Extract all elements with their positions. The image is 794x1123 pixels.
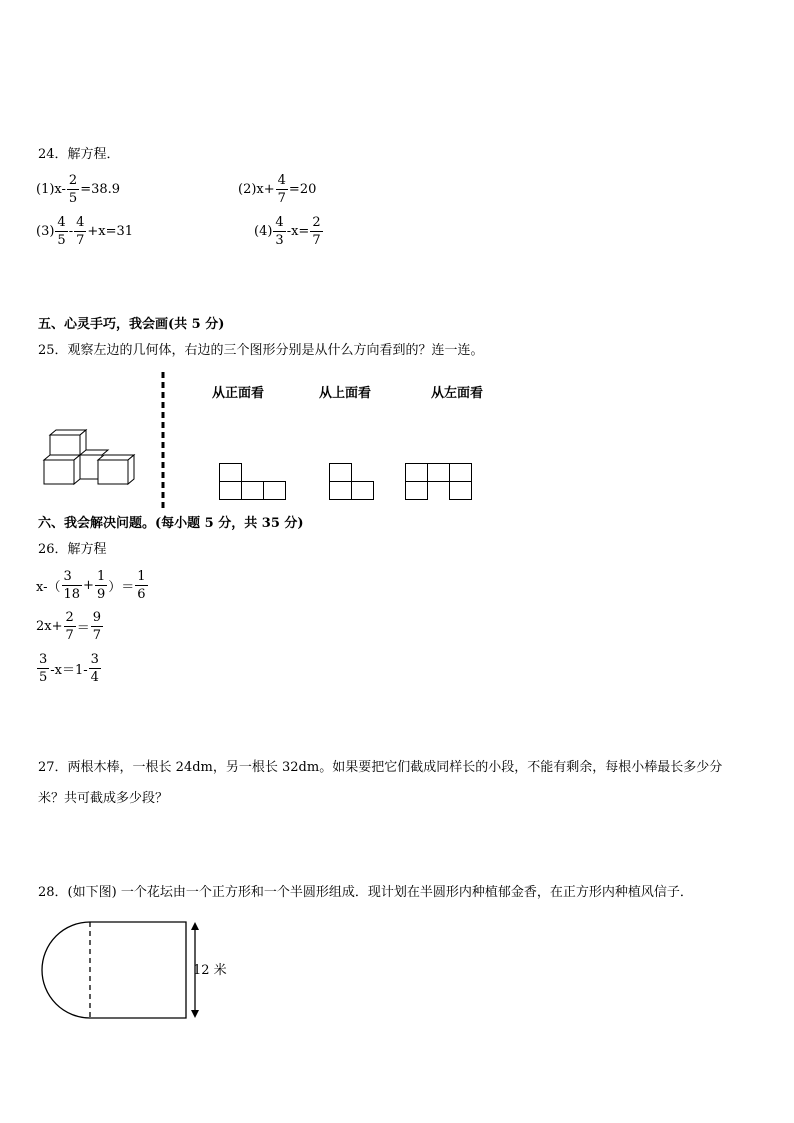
section-5-heading: 五、心灵手巧，我会画(共 5 分) [38,317,225,332]
q27-text-line-2: 米？共可截成多少段？ [38,791,169,806]
q27-text-line-1: 27．两根木棒，一根长 24dm，另一根长 32dm。如果要把它们截成同样长的小段，不能有剩余，每根小棒最长多少分 [38,760,723,775]
q26-equation-3: $\frac{3}{5}$ -x＝1- $\frac{3}{4}$ [39,652,99,685]
q25-text: 25．观察左边的几何体，右边的三个图形分别是从什么方向看到的？连一连。 [38,343,484,358]
q24-title: 24．解方程． [38,147,120,162]
label-top-view: 从上面看 [319,386,372,401]
q24-equation-4: (4) $\frac{4}{3}$ -x= $\frac{2}{7}$ [254,215,321,248]
q26-equation-1: x-（ $\frac{3}{18}$ + $\frac{1}{9}$ ）＝ $\frac{1}{6}$ [36,569,146,602]
view-shape-2 [329,463,379,503]
dimension-label: 12 米 [193,963,227,978]
q24-equation-2: (2)x+ $\frac{4}{7}$ =20 [238,173,317,206]
label-front-view: 从正面看 [212,386,265,401]
view-shape-3 [405,463,477,503]
view-shape-1 [219,463,289,503]
q24-equation-3: (3) $\frac{4}{5}$ - $\frac{4}{7}$ +x=31 [36,215,134,248]
q28-text: 28．(如下图) 一个花坛由一个正方形和一个半圆形组成．现计划在半圆形内种植郁金香，在正方形内种植风信子． [38,885,693,900]
section-6-heading: 六、我会解决问题。(每小题 5 分，共 35 分) [38,516,304,531]
q26-title: 26．解方程 [38,542,107,557]
cube-solid-figure [40,425,150,490]
dashed-divider [161,372,165,512]
q24-equation-1: (1)x- $\frac{2}{5}$ =38.9 [36,173,121,206]
label-left-view: 从左面看 [431,386,484,401]
q26-equation-2: 2x+ $\frac{2}{7}$ ＝ $\frac{9}{7}$ [36,610,102,643]
